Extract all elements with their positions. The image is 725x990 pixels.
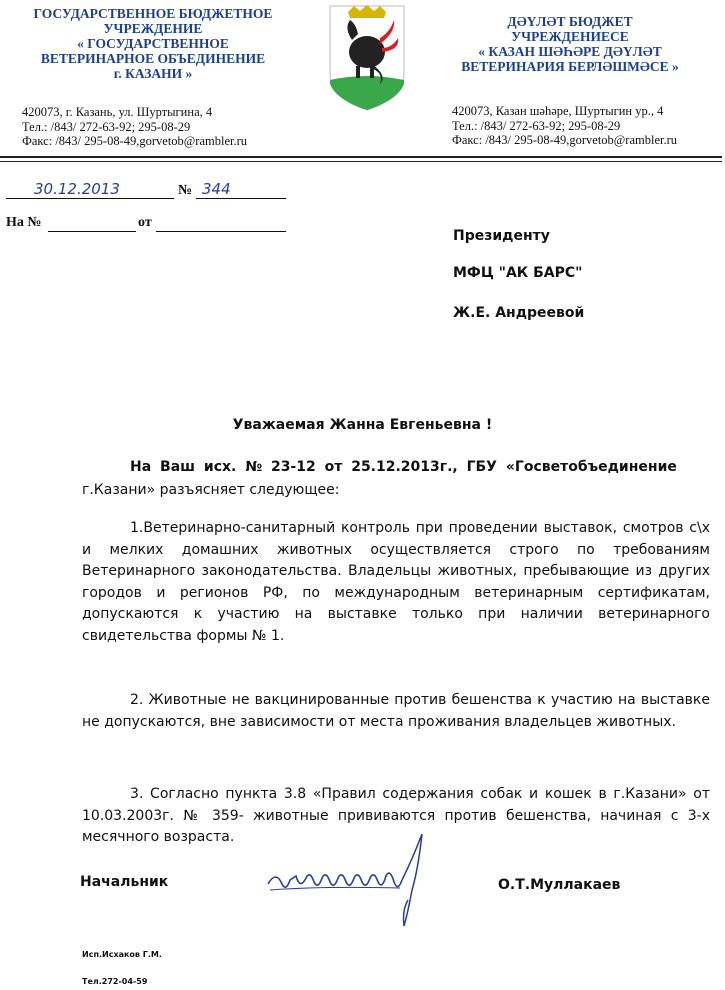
left-fax: Факс: /843/ 295-08-49,gorvetob@rambler.ru bbox=[22, 134, 248, 148]
intro-line-2: г.Казани» разъясняет следующее: bbox=[82, 482, 340, 498]
left-org-name: ГОСУДАРСТВЕННОЕ БЮДЖЕТНОЕ УЧРЕЖДЕНИЕ « ГОСУДАРСТВЕННОЕ ВЕТЕРИНАРНОЕ ОБЪЕДИНЕНИЕ г. КАЗАНИ » bbox=[33, 6, 273, 81]
number-underline bbox=[196, 198, 286, 199]
ref-underline bbox=[48, 231, 136, 232]
date-underline bbox=[6, 198, 174, 199]
from-underline bbox=[156, 231, 286, 232]
registration-date-line bbox=[6, 180, 288, 202]
right-address: 420073, Казан шәһәре, Шуртыгин ур., 4 bbox=[452, 104, 664, 118]
from-label: от bbox=[138, 215, 152, 230]
paragraph-2: 2. Животные не вакцинированные против бешенства к участию на выставке не допускаются, вне зависимости от места проживания владельцев животных. bbox=[82, 692, 710, 730]
right-fax: Факс: /843/ 295-08-49,gorvetob@rambler.ru bbox=[452, 133, 678, 147]
handwritten-signature-icon bbox=[262, 830, 442, 930]
left-phone: Тел.: /843/ 272-63-92; 295-08-29 bbox=[22, 119, 191, 134]
addressee-org: МФЦ "АК БАРС" bbox=[453, 265, 583, 281]
header-rule-thin bbox=[0, 161, 722, 162]
reference-line bbox=[6, 215, 288, 237]
number-label: № bbox=[178, 183, 193, 198]
right-contacts bbox=[452, 104, 722, 148]
signer-name: О.Т.Муллакаев bbox=[498, 877, 621, 893]
right-phone: Тел.: /843/ 272-63-92; 295-08-29 bbox=[452, 118, 621, 133]
kazan-coat-of-arms-icon bbox=[326, 2, 408, 112]
executor-phone: Тел.272-04-59 bbox=[82, 977, 148, 986]
paragraph-3: 3. Согласно пункта 3.8 «Правил содержания собак и кошек в г.Казани» от 10.03.2003г. № 359- животные прививаются против бешенства, начиная с 3-х месячного возраста. bbox=[82, 786, 710, 845]
left-address: 420073, г. Казань, ул. Шуртыгина, 4 bbox=[22, 105, 213, 119]
right-org-name: ДӘҮЛӘТ БЮДЖЕТ УЧРЕЖДЕНИЕСЕ « КАЗАН ШӘҺӘРЕ ДӘҮЛӘТ ВЕТЕРИНАРИЯ БЕРЛӘШМӘСЕ » bbox=[461, 14, 679, 74]
addressee-name: Ж.Е. Андреевой bbox=[453, 305, 585, 321]
signer-position: Начальник bbox=[80, 874, 169, 890]
salutation: Уважаемая Жанна Евгеньевна ! bbox=[232, 417, 493, 433]
addressee-title: Президенту bbox=[453, 228, 550, 244]
header-rule-thick bbox=[0, 156, 722, 158]
paragraph-1: 1.Ветеринарно-санитарный контроль при проведении выставок, смотров с\х и мелких домашних животных осуществляется строго по требованиям Ветеринарного законодательства. Владельцы животных, пребывающие из других городов и регионов РФ, по международным ветеринарным сертификатам, допускаются к участию на выставке только при наличии ветеринарного свидетельства формы № 1. bbox=[82, 520, 710, 644]
handwritten-number: 344 bbox=[202, 180, 231, 198]
left-contacts bbox=[22, 105, 322, 149]
executor-note: Исп.Исхаков Г.М. bbox=[82, 950, 162, 959]
intro-line-1: На Ваш исх. № 23-12 от 25.12.2013г., ГБУ «Госветобъединение bbox=[130, 459, 677, 475]
handwritten-date: 30.12.2013 bbox=[34, 180, 120, 198]
ref-label: На № bbox=[6, 215, 42, 230]
